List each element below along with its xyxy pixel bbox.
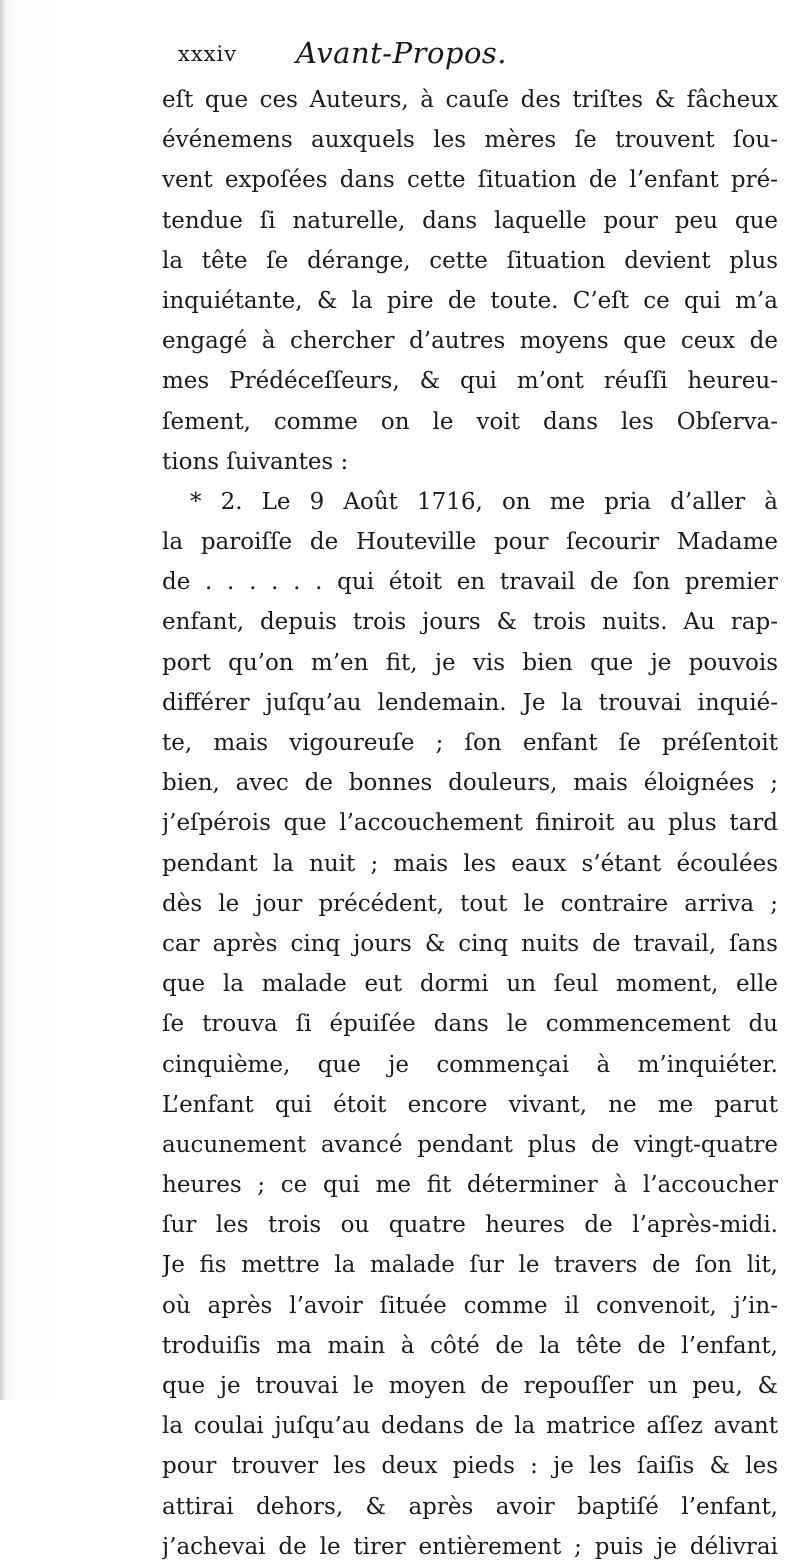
text-line: tendue ſi naturelle, dans laquelle pour peu que: [162, 207, 778, 234]
text-line: car après cinq jours & cinq nuits de travail, ſans: [162, 930, 778, 957]
text-line: eſt que ces Auteurs, à cauſe des triſtes & fâcheux: [162, 87, 778, 113]
text-line: engagé à chercher d’autres moyens que ceux de: [162, 328, 778, 355]
text-line: la paroiſſe de Houteville pour ſecourir Madame: [162, 529, 778, 556]
text-line: vent expoſées dans cette ſituation de l’enfant pré-: [162, 167, 778, 194]
text-line: j’achevai de le tirer entièrement ; puis je délivrai: [162, 1533, 778, 1560]
text-line: que je trouvai le moyen de repouſſer un peu, &: [162, 1373, 778, 1399]
text-line: tions ſuivantes :: [162, 448, 349, 475]
running-head: [178, 36, 778, 76]
text-line: que la malade eut dormi un ſeul moment, elle: [162, 971, 778, 998]
text-line: la tête ſe dérange, cette ſituation devient plus: [162, 247, 778, 274]
text-line: ſur les trois ou quatre heures de l’après-midi.: [162, 1212, 778, 1239]
text-line: j’eſpérois que l’accouchement finiroit au plus tard: [162, 810, 778, 837]
text-line: où après l’avoir ſituée comme il convenoit, j’in-: [162, 1292, 778, 1319]
text-line: ſe trouva ſi épuiſée dans le commencement du: [162, 1011, 778, 1038]
text-line: inquiétante, & la pire de toute. C’eſt ce qui m’a: [162, 287, 778, 314]
text-line: pour trouver les deux pieds : je les ſaiſis & les: [162, 1453, 778, 1480]
running-title: Avant-Propos.: [296, 36, 508, 70]
text-line: * 2. Le 9 Août 1716, on me pria d’aller à: [190, 488, 778, 515]
text-line: L’enfant qui étoit encore vivant, ne me parut: [162, 1091, 778, 1118]
text-line: la coulai juſqu’au dedans de la matrice aſſez avant: [162, 1413, 778, 1440]
text-line: te, mais vigoureuſe ; ſon enfant ſe préſentoit: [162, 730, 778, 756]
text-line: troduiſis ma main à côté de la tête de l’enfant,: [162, 1332, 778, 1359]
text-line: pendant la nuit ; mais les eaux s’étant écoulées: [162, 850, 778, 877]
text-line: mes Prédéceſſeurs, & qui m’ont réuſſi heureu-: [162, 368, 778, 395]
page-gutter-shadow: [0, 0, 6, 1400]
text-line: enfant, depuis trois jours & trois nuits. Au rap-: [162, 609, 778, 636]
text-line: cinquième, que je commençai à m’inquiéter.: [162, 1051, 778, 1078]
text-line: aucunement avancé pendant plus de vingt-quatre: [162, 1131, 778, 1158]
text-line: de . . . . . . qui étoit en travail de ſon premier: [162, 569, 778, 596]
text-line: Je fis mettre la malade ſur le travers de ſon lit,: [162, 1252, 778, 1279]
body-text: [162, 80, 778, 1567]
text-line: différer juſqu’au lendemain. Je la trouvai inquié-: [162, 689, 778, 716]
text-line: heures ; ce qui me fit déterminer à l’accoucher: [162, 1172, 778, 1199]
text-line: attirai dehors, & après avoir baptiſé l’enfant,: [162, 1493, 778, 1520]
text-line: bien, avec de bonnes douleurs, mais éloignées ;: [162, 770, 778, 797]
text-line: dès le jour précédent, tout le contraire arriva ;: [162, 890, 778, 917]
text-line: ſement, comme on le voit dans les Obſerva-: [162, 408, 778, 435]
page-number: xxxiv: [178, 42, 238, 66]
text-line: port qu’on m’en fit, je vis bien que je pouvois: [162, 649, 778, 676]
text-line: événemens auxquels les mères ſe trouvent ſou-: [162, 127, 778, 154]
